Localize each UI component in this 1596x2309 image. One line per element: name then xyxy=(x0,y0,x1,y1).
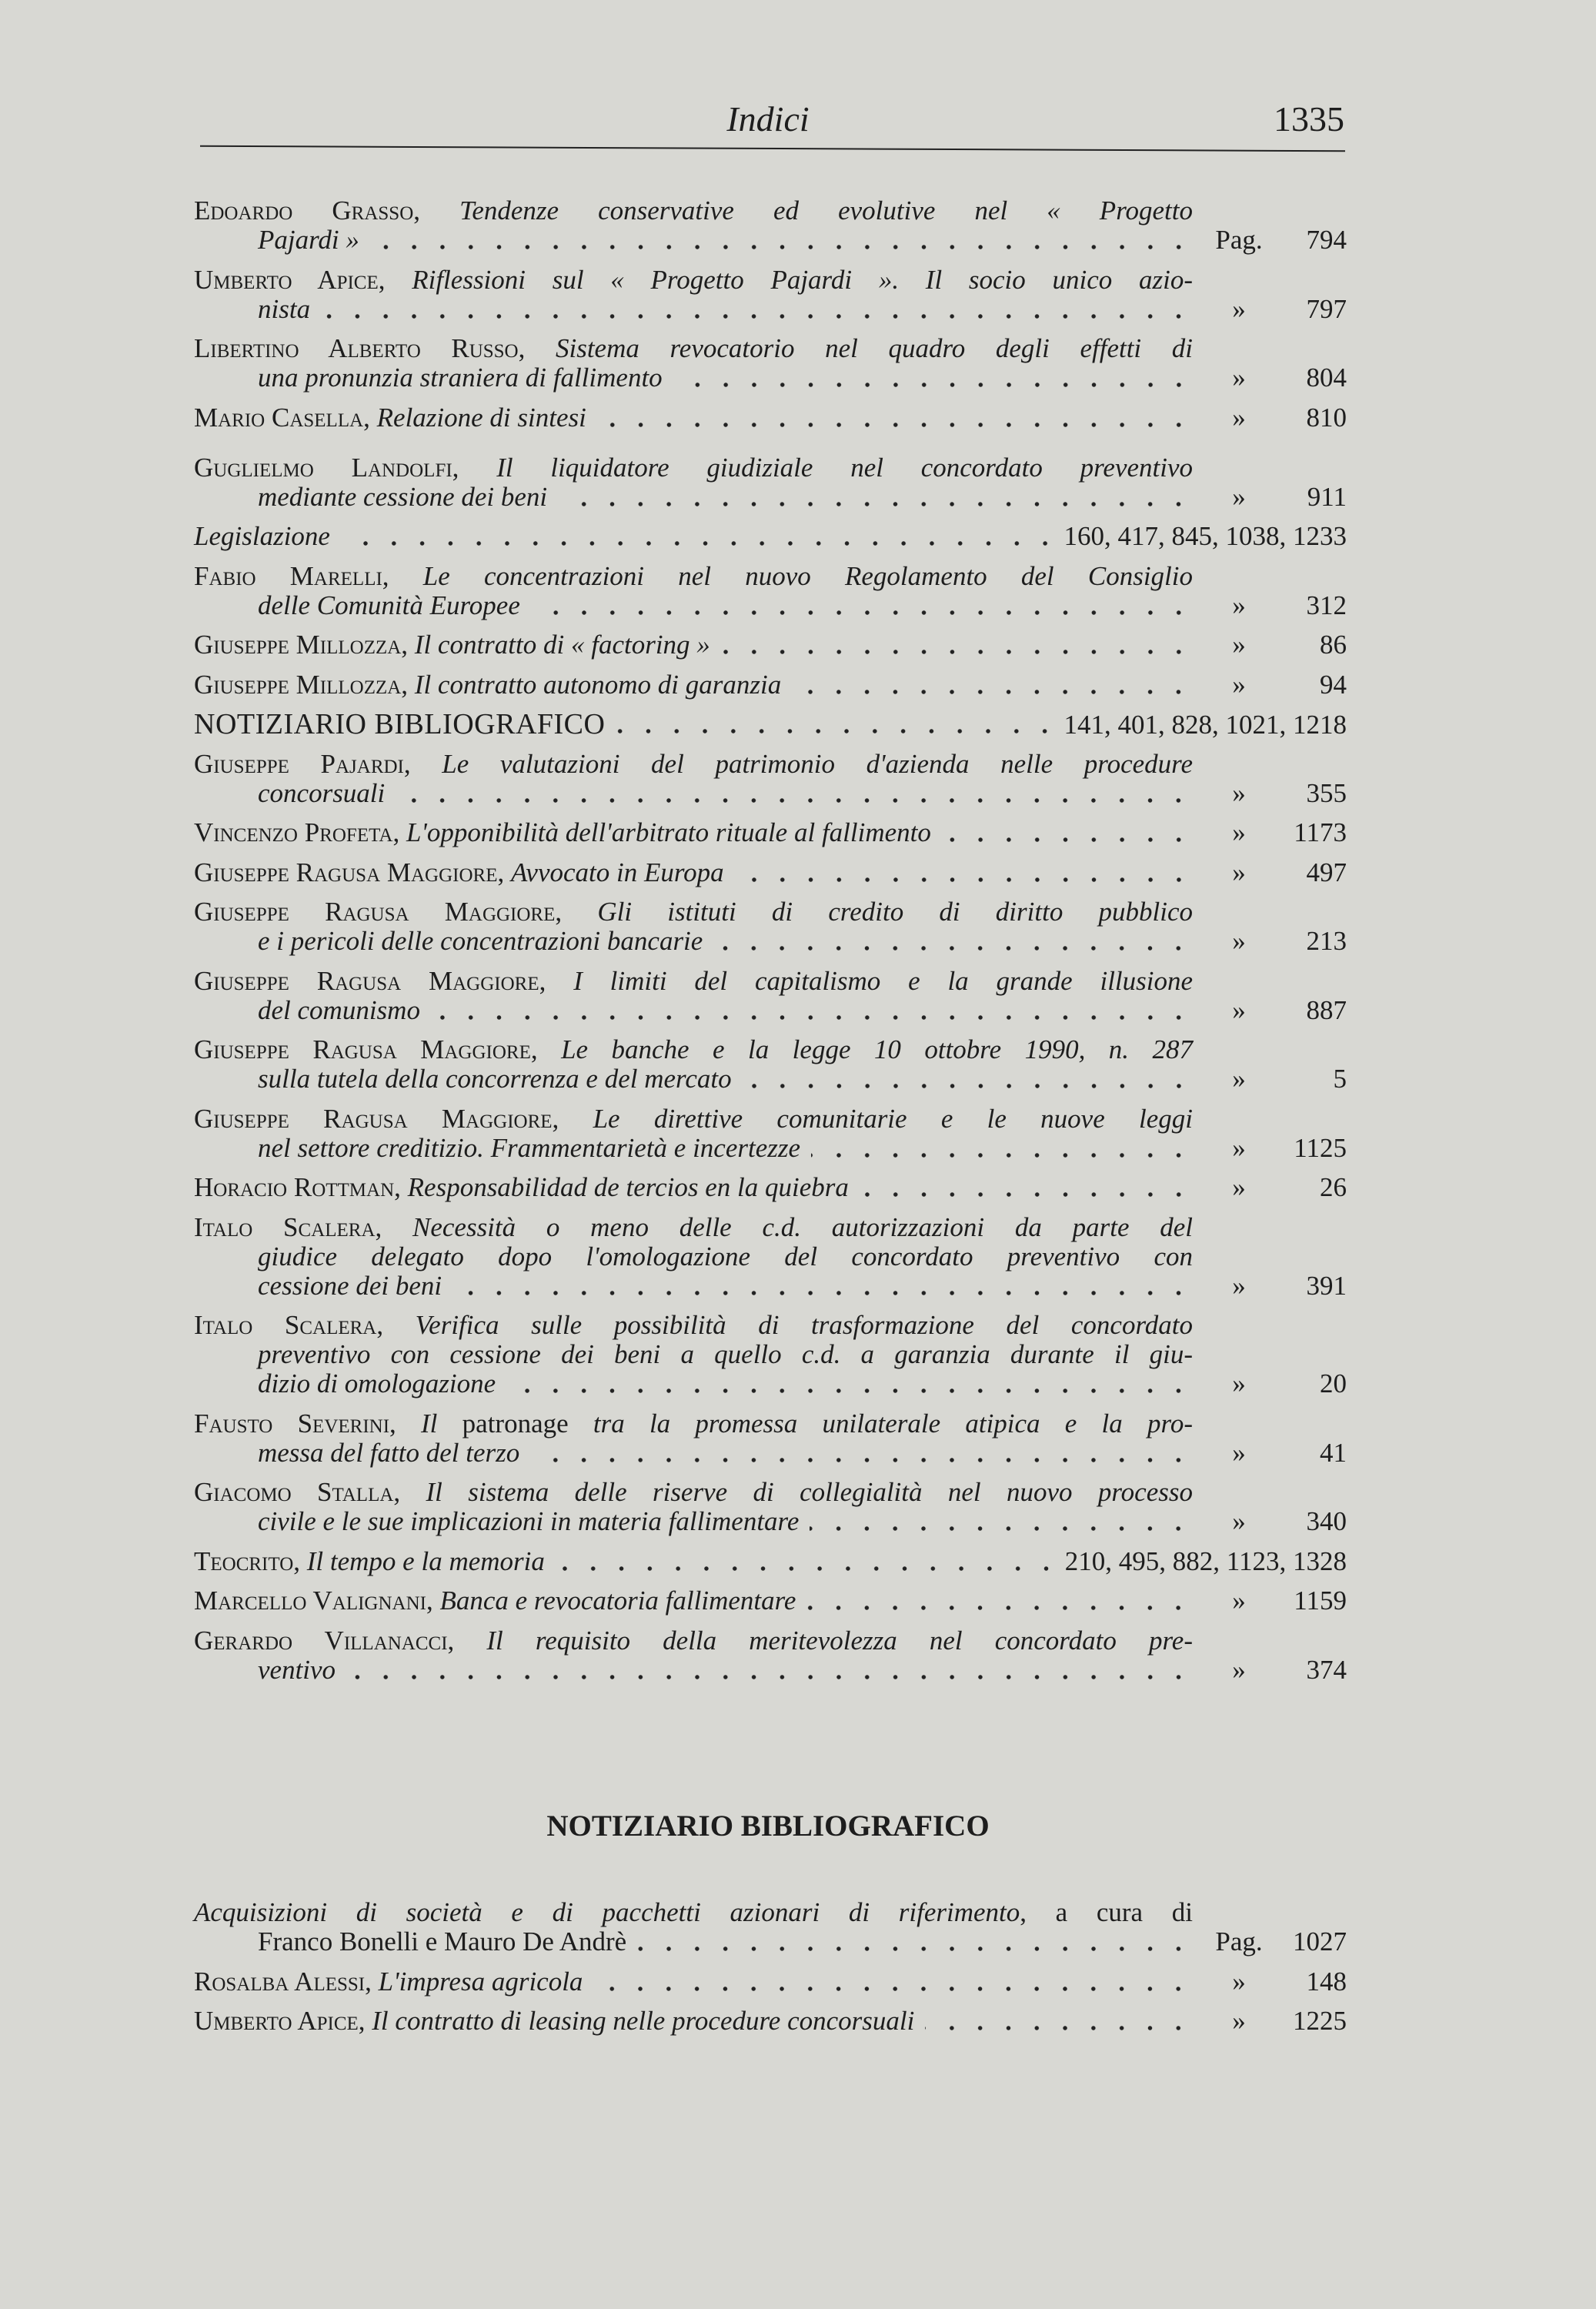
title-text: delle Comunità Europee xyxy=(258,590,520,620)
entry-text xyxy=(194,1173,849,1202)
author-name: Giuseppe Ragusa Maggiore xyxy=(194,897,556,927)
author-name: Horacio Rottman xyxy=(194,1172,395,1202)
plain-text: , xyxy=(389,1408,422,1439)
index-entry xyxy=(194,1104,1347,1163)
plain-text: , xyxy=(539,965,574,996)
page-marker: » xyxy=(1232,817,1246,847)
leader-dots xyxy=(942,818,1193,847)
plain-text: , xyxy=(413,195,460,226)
entry-line xyxy=(194,562,1193,591)
entry-line xyxy=(194,1409,1193,1439)
entry-line xyxy=(194,266,1193,295)
title-text: e i pericoli delle concentrazioni bancarie xyxy=(258,926,703,956)
title-text: Il requisito della meritevolezza nel concordato pre- xyxy=(486,1625,1193,1656)
plain-text: patronage xyxy=(462,1408,569,1439)
entry-line xyxy=(194,1064,1347,1094)
author-name: Marcello Valignani xyxy=(194,1586,426,1616)
page-marker: » xyxy=(1232,1368,1246,1398)
title-text: ventivo xyxy=(258,1654,336,1685)
title-text: Verifica sulle possibilità di trasformazione del concordato xyxy=(415,1310,1193,1340)
page-marker: » xyxy=(1232,669,1246,700)
title-text: Necessità o meno delle c.d. autorizzazioni da parte del xyxy=(412,1211,1193,1242)
entry-line xyxy=(194,1213,1193,1242)
index-entry xyxy=(194,334,1347,393)
entry-line xyxy=(194,818,1347,847)
entry-line xyxy=(194,196,1193,226)
index-entry xyxy=(194,196,1347,255)
leader-dots xyxy=(558,483,1193,512)
page-marker: » xyxy=(1232,994,1246,1025)
index-entry xyxy=(194,818,1347,847)
index-entry xyxy=(194,522,1347,551)
entry-line xyxy=(194,226,1347,255)
index-entry xyxy=(194,403,1347,433)
index-entry xyxy=(194,1311,1347,1398)
leader-dots xyxy=(721,630,1193,660)
entry-text xyxy=(258,591,520,620)
page-marker: » xyxy=(1232,857,1246,887)
leader-dots xyxy=(810,1507,1193,1536)
page-marker: » xyxy=(1232,590,1246,620)
plain-text: , xyxy=(376,1310,416,1340)
leader-dots xyxy=(506,1369,1193,1398)
page-reference: 213 xyxy=(1306,926,1347,956)
entry-text xyxy=(194,858,724,887)
entry-line xyxy=(194,403,1347,433)
leader-dots xyxy=(370,226,1193,255)
title-text: L'impresa agricola xyxy=(378,1966,583,1997)
author-name: Giuseppe Ragusa Maggiore xyxy=(194,1034,531,1064)
entry-text xyxy=(258,1656,336,1685)
entry-line xyxy=(194,927,1347,956)
author-name: Fabio Marelli xyxy=(194,560,382,591)
title-text: una pronunzia straniera di fallimento xyxy=(258,363,663,393)
entry-line xyxy=(194,522,1347,551)
entry-text xyxy=(194,522,330,551)
section-heading: NOTIZIARIO BIBLIOGRAFICO xyxy=(546,1809,990,1843)
title-text: cessione dei beni xyxy=(258,1270,442,1301)
entry-line xyxy=(194,591,1347,620)
author-name: Giuseppe Ragusa Maggiore xyxy=(194,1103,553,1134)
plain-text: , xyxy=(403,748,442,779)
page-marker: » xyxy=(1232,630,1246,660)
index-entry xyxy=(194,1409,1347,1468)
leader-dots xyxy=(616,710,1059,739)
plain-text: , xyxy=(293,1545,307,1576)
entry-line xyxy=(194,483,1347,512)
entry-text xyxy=(194,1547,545,1576)
title-text: del comunismo xyxy=(258,994,420,1025)
entry-line xyxy=(194,1967,1347,1997)
entry-line xyxy=(194,453,1193,483)
title-text: nista xyxy=(258,293,311,324)
title-text: Il xyxy=(421,1408,462,1439)
plain-text: , xyxy=(518,333,556,363)
page-reference: 20 xyxy=(1320,1368,1347,1398)
section-ref-text: NOTIZIARIO BIBLIOGRAFICO xyxy=(194,708,606,740)
page-marker: » xyxy=(1232,1654,1246,1685)
page-reference: 797 xyxy=(1306,293,1347,324)
plain-text: , xyxy=(393,1477,426,1507)
plain-text: , xyxy=(375,1211,413,1242)
leader-dots xyxy=(792,670,1193,700)
leader-dots xyxy=(321,295,1193,324)
page-marker: Pag. xyxy=(1215,1926,1263,1956)
title-text: Legislazione xyxy=(194,521,330,551)
entry-text xyxy=(258,483,547,512)
entry-line xyxy=(194,1439,1347,1468)
entry-text xyxy=(194,670,781,700)
page-marker: » xyxy=(1232,777,1246,808)
leader-dots xyxy=(811,1134,1193,1163)
leader-dots xyxy=(806,1586,1193,1616)
title-text: mediante cessione dei beni xyxy=(258,481,548,512)
entry-line xyxy=(194,1927,1347,1956)
page-reference: 374 xyxy=(1306,1654,1347,1685)
page-reference: 1027 xyxy=(1293,1926,1347,1956)
author-name: Rosalba Alessi xyxy=(194,1966,366,1997)
entry-text xyxy=(258,1507,799,1536)
page-marker: » xyxy=(1232,1506,1246,1536)
plain-text: , xyxy=(363,402,377,433)
title-text: Gli istituti di credito di diritto pubblico xyxy=(597,897,1194,927)
plain-text: , xyxy=(358,2006,372,2036)
entry-text xyxy=(258,1271,442,1301)
index-entry xyxy=(194,1547,1347,1576)
author-name: Italo Scalera xyxy=(194,1310,377,1340)
index-entry xyxy=(194,1586,1347,1616)
page-reference: 26 xyxy=(1320,1172,1347,1202)
entry-line xyxy=(194,1898,1193,1927)
entry-line xyxy=(194,858,1347,887)
page-reference: 1125 xyxy=(1294,1132,1347,1163)
entry-text xyxy=(258,363,663,393)
leader-dots xyxy=(531,591,1193,620)
entry-line xyxy=(194,1173,1347,1202)
plain-text: , a cura di xyxy=(1020,1897,1193,1927)
entry-line xyxy=(194,710,1347,739)
index-entry xyxy=(194,750,1347,808)
author-name: Giuseppe Ragusa Maggiore xyxy=(194,965,539,996)
author-name: Giuseppe Millozza xyxy=(194,669,402,700)
title-text: Avvocato in Europa xyxy=(510,857,724,887)
entry-text xyxy=(258,1927,626,1956)
page-marker: » xyxy=(1232,1270,1246,1301)
entry-text xyxy=(194,2007,914,2036)
page-marker: » xyxy=(1232,402,1246,433)
author-name: Giacomo Stalla xyxy=(194,1477,394,1507)
title-text: tra la promessa unilaterale atipica e la pro- xyxy=(568,1408,1193,1439)
leader-dots xyxy=(743,1064,1193,1094)
title-text: Tendenze conservative ed evolutive nel « Progetto xyxy=(459,195,1193,226)
index-entry xyxy=(194,453,1347,512)
author-name: Vincenzo Profeta xyxy=(194,817,393,847)
author-name: Guglielmo Landolfi xyxy=(194,452,452,483)
title-text: Il tempo e la memoria xyxy=(306,1545,545,1576)
entry-text xyxy=(258,1439,519,1468)
page-marker: » xyxy=(1232,1172,1246,1202)
index-entry xyxy=(194,630,1347,660)
author-name: Libertino Alberto Russo xyxy=(194,333,519,363)
entry-line xyxy=(194,295,1347,324)
title-text: Responsabilidad de tercios en la quiebra xyxy=(407,1172,849,1202)
index-entry xyxy=(194,1626,1347,1685)
plain-text: , xyxy=(452,452,497,483)
index-entry xyxy=(194,1967,1347,1997)
leader-dots xyxy=(713,927,1193,956)
title-text: Il liquidatore giudiziale nel concordato preventivo xyxy=(496,452,1194,483)
leader-dots xyxy=(637,1927,1193,1956)
leader-dots xyxy=(556,1547,1060,1576)
title-text: Il sistema delle riserve di collegialità nel nuovo processo xyxy=(426,1477,1193,1507)
entry-line xyxy=(194,630,1347,660)
author-name: Giuseppe Millozza xyxy=(194,630,402,660)
index-entry xyxy=(194,1898,1347,1956)
title-text: Banca e revocatoria fallimentare xyxy=(439,1586,796,1616)
entry-text xyxy=(258,1064,732,1094)
page-reference: 794 xyxy=(1306,225,1347,255)
author-name: Umberto Apice xyxy=(194,264,379,295)
author-name: Edoardo Grasso xyxy=(194,195,414,226)
index-list xyxy=(194,196,1347,1695)
index-entry xyxy=(194,967,1347,1025)
plain-text: , xyxy=(382,560,423,591)
page-reference: 497 xyxy=(1306,857,1347,887)
entry-text xyxy=(194,1586,796,1616)
index-entry xyxy=(194,562,1347,620)
leader-dots xyxy=(860,1173,1193,1202)
entry-text xyxy=(258,779,385,808)
page-marker: » xyxy=(1232,2006,1246,2036)
leader-dots xyxy=(597,403,1193,433)
entry-line xyxy=(194,779,1347,808)
title-text: Pajardi » xyxy=(258,225,359,255)
entry-text xyxy=(258,996,420,1025)
entry-text xyxy=(194,1967,583,1997)
author-name: Gerardo Villanacci xyxy=(194,1625,448,1656)
entry-text xyxy=(194,403,586,433)
title-text: preventivo con cessione dei beni a quello c.d. a garanzia durante il giu- xyxy=(258,1339,1193,1369)
index-entry xyxy=(194,1213,1347,1301)
index-entry xyxy=(194,670,1347,700)
page-reference: 1159 xyxy=(1294,1586,1347,1616)
plain-text: , xyxy=(552,1103,593,1134)
title-text: sulla tutela della concorrenza e del mercato xyxy=(258,1064,732,1094)
entry-line xyxy=(194,1340,1193,1369)
entry-text xyxy=(258,1134,800,1163)
page-reference: 391 xyxy=(1306,1270,1347,1301)
plain-text: , xyxy=(497,857,511,887)
title-text: Le direttive comunitarie e le nuove leggi xyxy=(593,1103,1194,1134)
page-reference: 148 xyxy=(1306,1966,1347,1997)
page-reference: 5 xyxy=(1333,1064,1347,1094)
author-name: Giuseppe Pajardi xyxy=(194,748,404,779)
plain-text: , xyxy=(401,669,415,700)
entry-line xyxy=(194,1547,1347,1576)
entry-text xyxy=(194,818,931,847)
title-text: Le banche e la legge 10 ottobre 1990, n. 287 xyxy=(561,1034,1194,1064)
page-reference: 911 xyxy=(1307,481,1347,512)
entry-line xyxy=(194,1271,1347,1301)
author-name: Umberto Apice xyxy=(194,2006,359,2036)
entry-text xyxy=(194,710,605,740)
leader-dots xyxy=(431,996,1193,1025)
page-marker: » xyxy=(1232,1586,1246,1616)
page-references: 141, 401, 828, 1021, 1218 xyxy=(1063,710,1347,740)
plain-text: , xyxy=(555,897,598,927)
entry-line xyxy=(194,1656,1347,1685)
page-reference: 810 xyxy=(1306,402,1347,433)
plain-text: , xyxy=(365,1966,379,1997)
leader-dots xyxy=(452,1271,1193,1301)
header-rule xyxy=(200,145,1345,152)
page-references: 210, 495, 882, 1123, 1328 xyxy=(1064,1545,1347,1576)
title-text: Il contratto di « factoring » xyxy=(414,630,710,660)
title-text: nel settore creditizio. Frammentarietà e incertezze xyxy=(258,1132,801,1163)
leader-dots xyxy=(673,363,1193,393)
entry-line xyxy=(194,1586,1347,1616)
title-text: Riflessioni sul « Progetto Pajardi ». Il socio unico azio- xyxy=(412,264,1193,295)
entry-line xyxy=(194,334,1193,363)
page-reference: 41 xyxy=(1320,1437,1347,1468)
page-reference: 355 xyxy=(1306,777,1347,808)
index-entry xyxy=(194,1173,1347,1202)
page-marker: » xyxy=(1232,363,1246,393)
plain-text: Franco Bonelli e Mauro De Andrè xyxy=(258,1926,627,1956)
page-marker: » xyxy=(1232,1437,1246,1468)
entry-line xyxy=(194,1311,1193,1340)
running-header-title: Indici xyxy=(726,99,810,139)
entry-line xyxy=(194,670,1347,700)
page-reference: 887 xyxy=(1306,994,1347,1025)
author-name: Giuseppe Ragusa Maggiore xyxy=(194,857,498,887)
entry-line xyxy=(194,1035,1193,1064)
plain-text: , xyxy=(426,1586,440,1616)
plain-text: , xyxy=(447,1625,487,1656)
page-marker: » xyxy=(1232,1132,1246,1163)
title-text: concorsuali xyxy=(258,777,386,808)
page-reference: 1225 xyxy=(1293,2006,1347,2036)
author-name: Fausto Severini xyxy=(194,1408,390,1439)
entry-line xyxy=(194,1369,1347,1398)
index-entry xyxy=(194,858,1347,887)
entry-text xyxy=(194,630,710,660)
entry-text xyxy=(258,1369,496,1398)
page-marker: Pag. xyxy=(1215,225,1263,255)
entry-line xyxy=(194,897,1193,927)
page-number: 1335 xyxy=(1274,99,1344,139)
leader-dots xyxy=(341,522,1060,551)
page-marker: » xyxy=(1232,481,1246,512)
entry-line xyxy=(194,1104,1193,1134)
entry-line xyxy=(194,1626,1193,1656)
index-entry xyxy=(194,1035,1347,1094)
page-reference: 312 xyxy=(1306,590,1347,620)
author-name: Mario Casella xyxy=(194,402,364,433)
index-entry xyxy=(194,2007,1347,2036)
index-entry xyxy=(194,710,1347,739)
leader-dots xyxy=(396,779,1193,808)
plain-text: , xyxy=(378,264,412,295)
title-text: Le valutazioni del patrimonio d'azienda nelle procedure xyxy=(442,748,1194,779)
page-reference: 804 xyxy=(1306,363,1347,393)
entry-line xyxy=(194,1242,1193,1271)
plain-text: , xyxy=(530,1034,562,1064)
title-text: giudice delegato dopo l'omologazione del concordato preventivo con xyxy=(258,1241,1193,1271)
entry-line xyxy=(194,1134,1347,1163)
title-text: civile e le sue implicazioni in materia fallimentare xyxy=(258,1506,800,1536)
leader-dots xyxy=(530,1439,1193,1468)
title-text: I limiti del capitalismo e la grande illusione xyxy=(573,965,1194,996)
title-text: messa del fatto del terzo xyxy=(258,1437,520,1468)
leader-dots xyxy=(346,1656,1193,1685)
leader-dots xyxy=(925,2007,1193,2036)
entry-line xyxy=(194,750,1193,779)
page-marker: » xyxy=(1232,293,1246,324)
page-references: 160, 417, 845, 1038, 1233 xyxy=(1063,521,1347,551)
title-text: Acquisizioni di società e di pacchetti azionari di riferimento xyxy=(194,1897,1020,1927)
leader-dots xyxy=(593,1967,1193,1997)
plain-text: , xyxy=(392,817,406,847)
title-text: Le concentrazioni nel nuovo Regolamento del Consiglio xyxy=(422,560,1194,591)
page-marker: » xyxy=(1232,1064,1246,1094)
title-text: Sistema revocatorio nel quadro degli effetti di xyxy=(555,333,1193,363)
bibliographic-list xyxy=(194,1898,1347,2047)
title-text: Il contratto di leasing nelle procedure concorsuali xyxy=(372,2006,915,2036)
page-reference: 94 xyxy=(1320,669,1347,700)
plain-text: , xyxy=(401,630,415,660)
index-entry xyxy=(194,266,1347,324)
entry-line xyxy=(194,1478,1193,1507)
page-marker: » xyxy=(1232,926,1246,956)
entry-line xyxy=(194,1507,1347,1536)
title-text: Il contratto autonomo di garanzia xyxy=(414,669,782,700)
author-name: Italo Scalera xyxy=(194,1211,376,1242)
plain-text: , xyxy=(394,1172,408,1202)
entry-text xyxy=(258,295,310,324)
leader-dots xyxy=(735,858,1193,887)
page-reference: 86 xyxy=(1320,630,1347,660)
entry-line xyxy=(194,2007,1347,2036)
page-reference: 1173 xyxy=(1294,817,1347,847)
title-text: Relazione di sintesi xyxy=(376,402,586,433)
entry-line xyxy=(194,363,1347,393)
title-text: L'opponibilità dell'arbitrato rituale al fallimento xyxy=(406,817,931,847)
entry-line xyxy=(194,967,1193,996)
page-marker: » xyxy=(1232,1966,1246,1997)
entry-line xyxy=(194,996,1347,1025)
page-reference: 340 xyxy=(1306,1506,1347,1536)
entry-text xyxy=(258,927,703,956)
author-name: Teocrito xyxy=(194,1545,294,1576)
index-entry xyxy=(194,1478,1347,1536)
entry-text xyxy=(258,226,359,255)
index-entry xyxy=(194,897,1347,956)
title-text: dizio di omologazione xyxy=(258,1368,496,1398)
